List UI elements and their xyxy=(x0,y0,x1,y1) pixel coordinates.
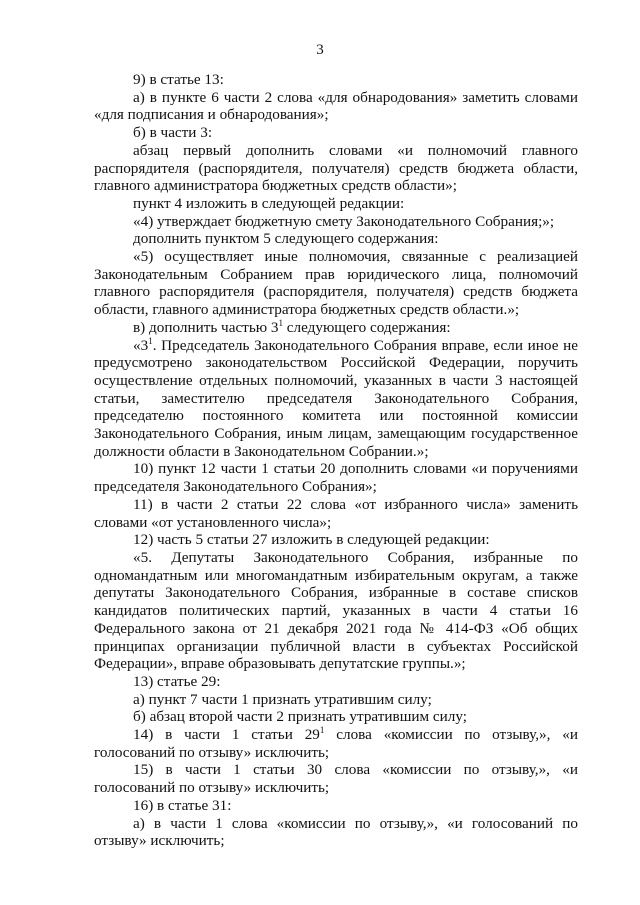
paragraph-text-continued: следующего содержания: xyxy=(282,318,451,336)
paragraph: 12) часть 5 статьи 27 изложить в следующей редакции: xyxy=(133,531,490,549)
document-body xyxy=(94,71,578,850)
paragraph: «4) утверждает бюджетную смету Законодательного Собрания;»; xyxy=(133,212,555,230)
paragraph: 9) в статье 13: xyxy=(133,71,224,88)
paragraph: б) в части 3: xyxy=(133,124,213,142)
paragraph: пункт 4 изложить в следующей редакции: xyxy=(133,194,405,212)
superscript: 1 xyxy=(148,335,153,346)
paragraph: 10) пункт 12 части 1 статьи 20 дополнить словами «и поручениями председателя Законодательного Собрания»; xyxy=(94,460,578,496)
paragraph-text: в) дополнить частью 3 xyxy=(133,318,279,336)
paragraph-text-continued: . Председатель Законодательного Собрания вправе, если иное не предусмотрено законодательством Российской Федерации, поручить осуществление отдельных полномочий, указанных в части 3 настоящей статьи, заместителю председателя Законодательного Собрания, председателю постоянного комитета или постоянной комиссии Законодательного Собрания, иным лицам, замещающим государственное должности области в Законодательном Собрании.»; xyxy=(94,336,578,460)
paragraph: а) пункт 7 части 1 признать утратившим силу; xyxy=(133,690,432,708)
paragraph: «5. Депутаты Законодательного Собрания, избранные по одномандатным или многомандатным избирательным округам, а также депутаты Законодательного Собрания, избранные в составе списков кандидатов политических партий, указанных в части 4 статьи 16 Федерального закона от 21 декабря 2021 года № 414-ФЗ «Об общих принципах организации публичной власти в субъектах Российской Федерации», вправе образовывать депутатские группы.»; xyxy=(94,548,578,673)
paragraph xyxy=(94,726,578,761)
paragraph: 16) в статье 31: xyxy=(133,796,232,814)
paragraph: «5) осуществляет иные полномочия, связанные с реализацией Законодательным Собранием прав юридического лица, полномочий главного распорядителя (распорядителя, получателя) средств бюджета области, главного администратора бюджетных средств области.»; xyxy=(94,248,578,319)
paragraph: б) абзац второй части 2 признать утратившим силу; xyxy=(133,708,467,726)
paragraph: 15) в части 1 статьи 30 слова «комиссии по отзыву,», «и голосований по отзыву» исключить; xyxy=(94,761,578,797)
paragraph-text: 14) в части 1 статьи 29 xyxy=(133,726,320,744)
paragraph-text: «3 xyxy=(133,336,149,354)
paragraph xyxy=(94,337,578,461)
paragraph-text-continued: слова «комиссии по отзыву,», «и голосований по отзыву» исключить; xyxy=(94,726,578,761)
paragraph: абзац первый дополнить словами «и полномочий главного распорядителя (распорядителя, получателя) средств бюджета области, главного администратора бюджетных средств области»; xyxy=(94,141,578,195)
paragraph: а) в пункте 6 части 2 слова «для обнародования» заметить словами «для подписания и обнародования»; xyxy=(94,88,578,124)
paragraph: а) в части 1 слова «комиссии по отзыву,», «и голосований по отзыву» исключить; xyxy=(94,814,578,850)
page-number: 3 xyxy=(316,42,324,58)
paragraph: 13) статье 29: xyxy=(133,672,221,690)
paragraph: 11) в части 2 статьи 22 слова «от избранного числа» заменить словами «от установленного числа»; xyxy=(94,495,578,531)
superscript: 1 xyxy=(278,317,283,328)
paragraph: дополнить пунктом 5 следующего содержания: xyxy=(133,230,439,248)
superscript: 1 xyxy=(319,725,325,736)
paragraph xyxy=(94,319,578,337)
